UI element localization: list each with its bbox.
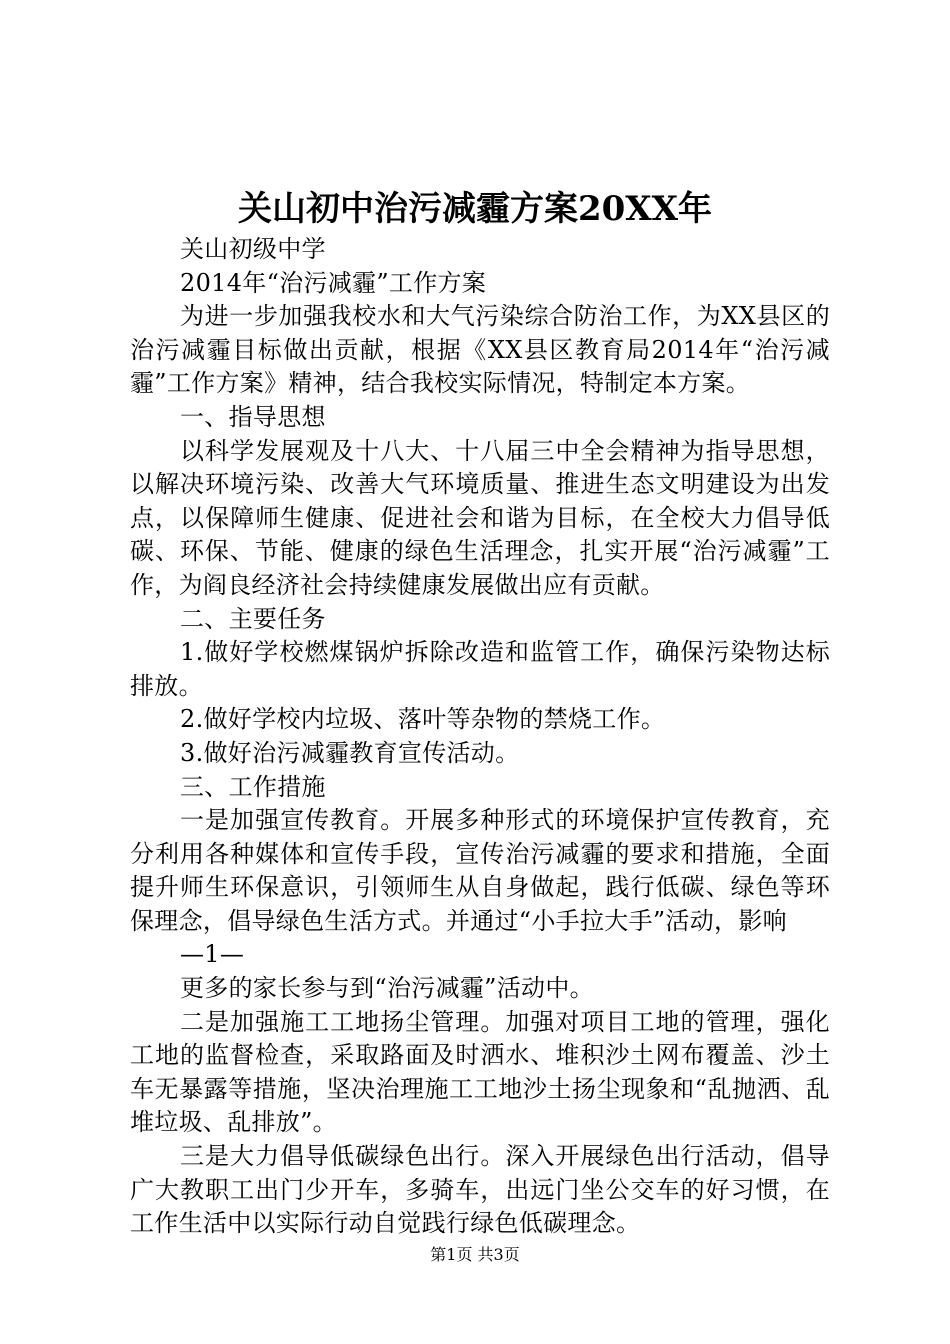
intro-paragraph: 为进一步加强我校水和大气污染综合防治工作，为XX县区的治污减霾目标做出贡献，根据《XX县区教育局2014年“治污减霾”工作方案》精神，结合我校实际情况，特制定本方案。 bbox=[130, 302, 830, 398]
section-heading-measures: 三、工作措施 bbox=[180, 772, 326, 801]
plan-subtitle: 2014年“治污减霾”工作方案 bbox=[180, 268, 487, 297]
section-heading-main-tasks: 二、主要任务 bbox=[180, 604, 326, 633]
task-item-1: 1.做好学校燃煤锅炉拆除改造和监管工作，确保污染物达标排放。 bbox=[130, 638, 830, 700]
measure-paragraph-1-continued: 更多的家长参与到“治污减霾”活动中。 bbox=[180, 974, 594, 1003]
school-name: 关山初级中学 bbox=[180, 235, 326, 263]
task-item-2: 2.做好学校内垃圾、落叶等杂物的禁烧工作。 bbox=[180, 705, 666, 734]
measure-paragraph-1: 一是加强宣传教育。开展多种形式的环境保护宣传教育，充分利用各种媒体和宣传手段，宣传治污减霾的要求和措施，全面提升师生环保意识，引领师生从自身做起，践行低碳、绿色等环保理念，倡导绿色生活方式。并通过“小手拉大手”活动，影响 bbox=[130, 806, 830, 935]
document-title: 关山初中治污减霾方案20XX年 bbox=[237, 189, 713, 229]
measure-paragraph-3: 三是大力倡导低碳绿色出行。深入开展绿色出行活动，倡导广大教职工出门少开车，多骑车，出远门坐公交车的好习惯，在工作生活中以实际行动自觉践行绿色低碳理念。 bbox=[130, 1142, 830, 1238]
section-heading-guiding-thought: 一、指导思想 bbox=[180, 402, 326, 431]
guiding-thought-paragraph: 以科学发展观及十八大、十八届三中全会精神为指导思想，以解决环境污染、改善大气环境质量、推进生态文明建设为出发点，以保障师生健康、促进社会和谐为目标，在全校大力倡导低碳、环保、节能、健康的绿色生活理念，扎实开展“治污减霾”工作，为阎良经济社会持续健康发展做出应有贡献。 bbox=[130, 436, 830, 599]
measure-paragraph-2: 二是加强施工工地扬尘管理。加强对项目工地的管理，强化工地的监督检查，采取路面及时洒水、堆积沙土网布覆盖、沙土车无暴露等措施，坚决治理施工工地沙土扬尘现象和“乱抛洒、乱堆垃圾、乱排放”。 bbox=[130, 1007, 830, 1137]
page-footer: 第1页 共3页 bbox=[430, 1245, 520, 1264]
inline-page-marker: —1— bbox=[180, 940, 245, 969]
task-item-3: 3.做好治污减霾教育宣传活动。 bbox=[180, 738, 520, 767]
document-body bbox=[130, 233, 830, 1241]
